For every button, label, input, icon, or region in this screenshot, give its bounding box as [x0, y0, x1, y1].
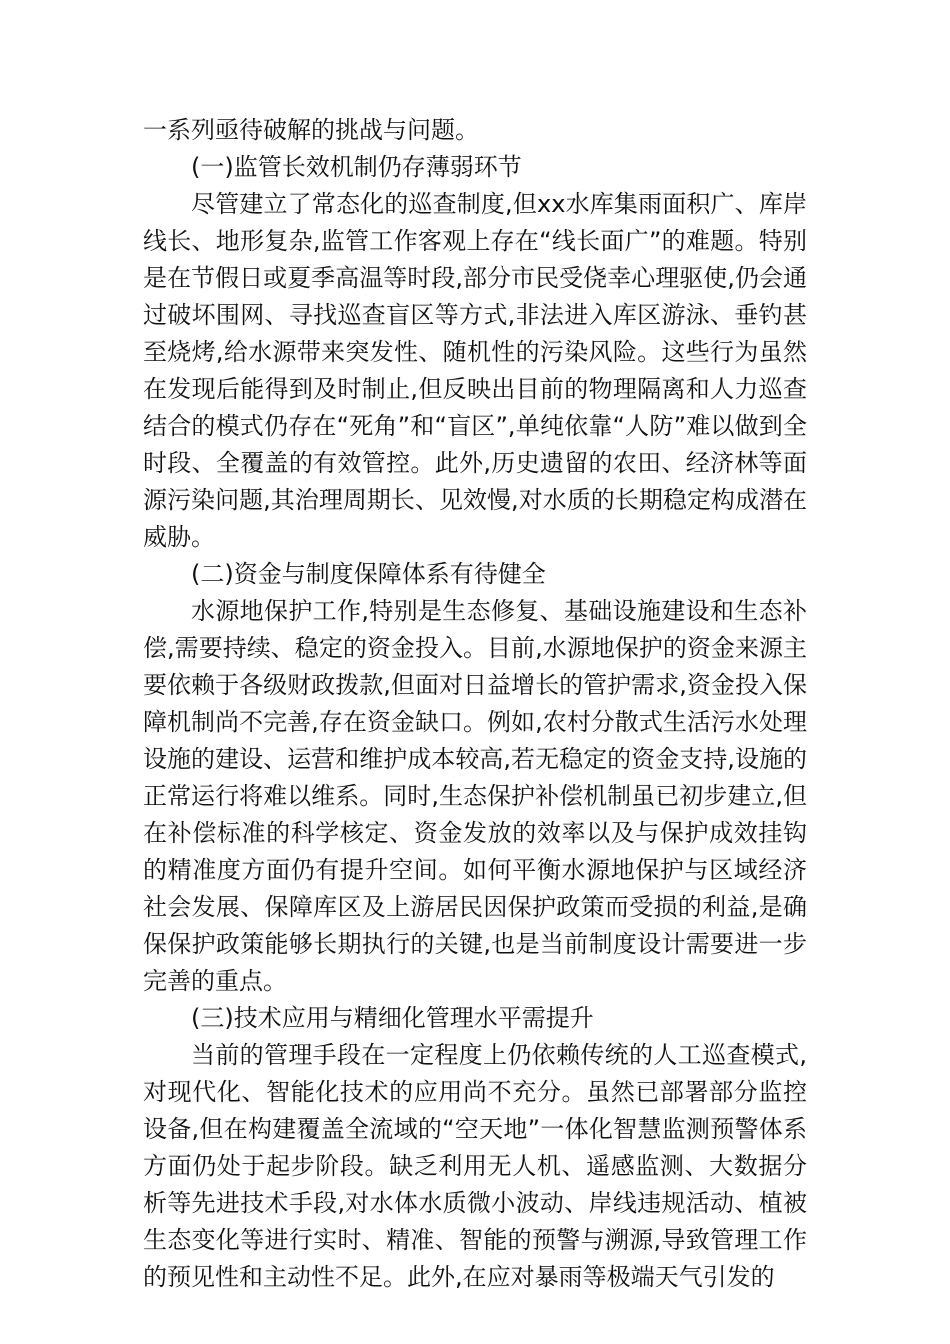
section-heading-3: (三)技术应用与精细化管理水平需提升 [191, 1004, 594, 1032]
section-heading-1: (一)监管长效机制仍存薄弱环节 [191, 153, 522, 181]
document-body [143, 112, 807, 1296]
paragraph-technology: 当前的管理手段在一定程度上仍依赖传统的人工巡查模式,对现代化、智能化技术的应用尚不充分。虽然已部署部分监控设备,但在构建覆盖全流域的“空天地”一体化智慧监测预警体系方面仍处于起步阶段。缺乏利用无人机、遥感监测、大数据分析等先进技术手段,对水体水质微小波动、岸线违规活动、植被生态变化等进行实时、精准、智能的预警与溯源,导致管理工作的预见性和主动性不足。此外,在应对暴雨等极端天气引发的 [143, 1041, 807, 1291]
section-heading-2: (二)资金与制度保障体系有待健全 [191, 560, 546, 588]
paragraph-funding: 水源地保护工作,特别是生态修复、基础设施建设和生态补偿,需要持续、稳定的资金投入。目前,水源地保护的资金来源主要依赖于各级财政拨款,但面对日益增长的管护需求,资金投入保障机制尚不完善,存在资金缺口。例如,农村分散式生活污水处理设施的建设、运营和维护成本较高,若无稳定的资金支持,设施的正常运行将难以维系。同时,生态保护补偿机制虽已初步建立,但在补偿标准的科学核定、资金发放的效率以及与保护成效挂钩的精准度方面仍有提升空间。如何平衡水源地保护与区域经济社会发展、保障库区及上游居民因保护政策而受损的利益,是确保保护政策能够长期执行的关键,也是当前制度设计需要进一步完善的重点。 [143, 597, 807, 995]
paragraph-continuation: 一系列亟待破解的挑战与问题。 [143, 116, 479, 144]
paragraph-supervision: 尽管建立了常态化的巡查制度,但xx水库集雨面积广、库岸线长、地形复杂,监管工作客观上存在“线长面广”的难题。特别是在节假日或夏季高温等时段,部分市民受侥幸心理驱使,仍会通过破坏围网、寻找巡查盲区等方式,非法进入库区游泳、垂钓甚至烧烤,给水源带来突发性、随机性的污染风险。这些行为虽然在发现后能得到及时制止,但反映出目前的物理隔离和人力巡查结合的模式仍存在“死角”和“盲区”,单纯依靠“人防”难以做到全时段、全覆盖的有效管控。此外,历史遗留的农田、经济林等面源污染问题,其治理周期长、见效慢,对水质的长期稳定构成潜在威胁。 [143, 190, 807, 551]
